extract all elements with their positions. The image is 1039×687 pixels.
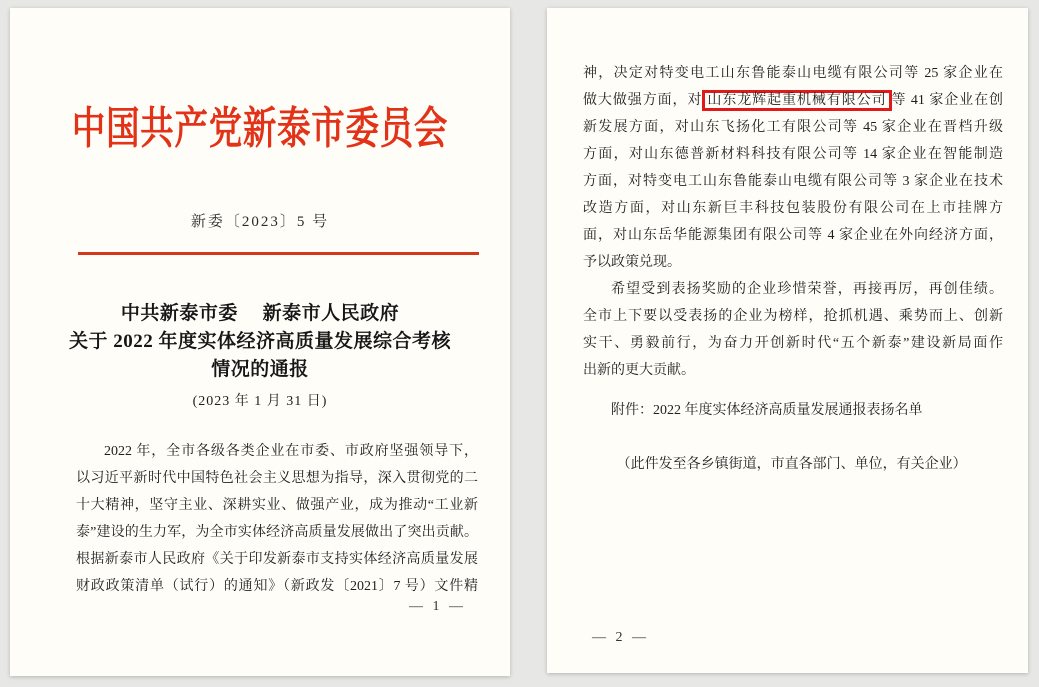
doc-number: 新委〔2023〕5 号 xyxy=(190,214,330,230)
company-highlight-box: 山东龙辉起重机械有限公司 xyxy=(702,90,891,111)
doc-date: (2023 年 1 月 31 日) xyxy=(192,394,328,409)
doc-title xyxy=(24,300,496,384)
page-number: — 2 — xyxy=(592,630,649,645)
body-line: 方面，对山东德普新材料科技有限公司等 14 家企业在智能制造 xyxy=(583,147,1003,162)
body-line: 神，决定对特变电工山东鲁能泰山电缆有限公司等 25 家企业在 xyxy=(583,66,1003,81)
body-line: 2022 年，全市各级各类企业在市委、市政府坚强领导下， xyxy=(104,444,478,459)
body-line: 方面，对特变电工山东鲁能泰山电缆有限公司等 3 家企业在技术 xyxy=(583,174,1003,189)
body-line: 全市上下要以受表扬的企业为榜样，抢抓机遇、乘势而上、创新 xyxy=(583,309,1003,324)
body-line: 十大精神，坚守主业、深耕实业、做强产业，成为推动“工业新 xyxy=(76,498,478,513)
body-line: 予以政策兑现。 xyxy=(583,255,681,270)
body-line: 以习近平新时代中国特色社会主义思想为指导，深入贯彻党的二 xyxy=(76,471,478,486)
page1-body xyxy=(76,438,478,600)
document-page-2 xyxy=(547,8,1028,673)
highlight-after-text: 等 41 家企业在创 xyxy=(891,93,1004,108)
doc-title-line-3: 情况的通报 xyxy=(211,359,309,380)
body-line: 实干、勇毅前行，为奋力开创新时代“五个新泰”建设新局面作 xyxy=(583,336,1003,351)
body-line: 出新的更大贡献。 xyxy=(583,363,695,378)
page2-body xyxy=(583,60,1003,384)
body-line: 面，对山东岳华能源集团有限公司等 4 家企业在外向经济方面， xyxy=(583,228,1003,243)
highlight-before-text: 做大做强方面，对 xyxy=(583,93,703,108)
org-title: 中国共产党新泰市委员会 xyxy=(71,104,449,153)
body-line: 新发展方面，对山东飞扬化工有限公司等 45 家企业在晋档升级 xyxy=(583,120,1003,135)
attachment-line: 附件：2022 年度实体经济高质量发展通报表扬名单 xyxy=(611,403,923,418)
distribution-line: （此件发至各乡镇街道，市直各部门、单位，有关企业） xyxy=(616,457,967,472)
page-number: — 1 — xyxy=(409,599,466,614)
body-line: 根据新泰市人民政府《关于印发新泰市支持实体经济高质量发展 xyxy=(76,552,478,567)
doc-title-line-1: 中共新泰市委 新泰市人民政府 xyxy=(120,303,400,324)
body-line-with-highlight xyxy=(583,87,1003,114)
body-line: 希望受到表扬奖励的企业珍惜荣誉，再接再厉，再创佳绩。 xyxy=(611,282,1003,297)
document-page-1 xyxy=(10,8,510,676)
body-line: 泰”建设的生力军，为全市实体经济高质量发展做出了突出贡献。 xyxy=(76,525,478,540)
body-line: 财政政策清单（试行）的通知》（新政发〔2021〕7 号）文件精 xyxy=(76,579,478,594)
body-line: 改造方面，对山东新巨丰科技包装股份有限公司在上市挂牌方 xyxy=(583,201,1003,216)
red-separator-line xyxy=(78,252,479,255)
doc-title-line-2: 关于 2022 年度实体经济高质量发展综合考核 xyxy=(68,331,451,352)
